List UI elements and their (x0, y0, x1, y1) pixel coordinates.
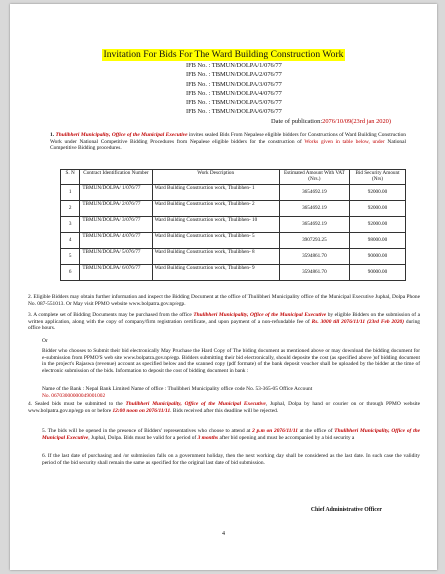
para4-text-a: 4. Sealed bids must be submitted to the (28, 401, 126, 407)
cell-sn: 3 (61, 217, 80, 233)
cell-contract-id: TBMUN/DOLPA/ 4/076/77 (80, 233, 152, 249)
cell-contract-id: TBMUN/DOLPA/ 6/076/77 (80, 265, 152, 281)
cell-sn: 6 (61, 265, 80, 281)
ifb-number: IFB No. : TBMUN/DOLPA/6/076/77 (186, 108, 282, 116)
table-row (61, 233, 406, 249)
table-row (61, 201, 406, 217)
para5-text-a: 5. The bids will be opened in the presence of Bidders' representatives who choose to attend at (42, 428, 253, 434)
cell-bid-security: 90000.00 (350, 249, 406, 265)
para4-deadline: 12:00 noon on 2076/11/11 (112, 407, 171, 414)
title-container (10, 44, 437, 62)
para5-text-c: , Juphal, Dolpa. Bids must be valid for a period of (88, 434, 198, 441)
cell-work-description: Ward Building Construction work, Thulibhen- 9 (152, 265, 279, 281)
cell-sn: 2 (61, 201, 80, 217)
cell-estimated-amount: 3594861.70 (279, 249, 349, 265)
para3-text-b: by eligible Bidders on the submission of a written application, along with the copy of company/firm registration certificate, and upon payment of a non-refundable fee of (28, 312, 420, 325)
para1-number: 1. (50, 132, 55, 138)
bids-table (60, 169, 406, 281)
para1-org: Thulibheri Municipality, Office of the Municipal Executive (55, 132, 188, 138)
table-row (61, 185, 406, 201)
bank-details (42, 386, 420, 399)
cell-work-description: Ward Building Construction work, Thulibhen- 1 (152, 185, 279, 201)
signature-title: Chief Administrative Officer (310, 507, 382, 513)
para3-text-c: during office hours. (28, 318, 420, 332)
cell-estimated-amount: 3654692.19 (279, 201, 349, 217)
cell-sn: 1 (61, 185, 80, 201)
para5-time: 2 p.m on 2076/11/11 (252, 428, 298, 434)
document-title: Invitation For Bids For The Ward Building Construction Work (103, 49, 344, 60)
paragraph-3 (28, 312, 420, 332)
header-bid-security: Bid Security Amount (Nrs) (350, 170, 406, 185)
bank-line-2: No. 06703000000049001002 (42, 392, 106, 399)
para1-text-b: National Competitive Bidding procedures. (50, 138, 406, 152)
para3-fee: Rs. 3000 till 2076/11/11 (23rd Feb 2020) (311, 318, 405, 325)
cell-bid-security: 90000.00 (350, 265, 406, 281)
cell-contract-id: TBMUN/DOLPA/ 5/076/77 (80, 249, 152, 265)
page-number: 4 (222, 531, 225, 537)
paragraph-3b: Bidder who chooses to Submit their bid electronically May Pruchase the Hard Copy of The biding document as mentioned above or may download the bidding document for e-submission from PPMO'S web site www.bolpatra.gov.np/egp. Bidders submitting their bid electronically, should deposite the cost (as specified above )of bidding document in the project's Rajaswa (revenue) account as specified below and the scanned copy (pdf formate) of the bank deposit voucher shall be uploaded by the bidder at the time of electronic submission of the bids. Information to deposit the cost of bidding document in bank : (42, 348, 420, 374)
cell-contract-id: TBMUN/DOLPA/ 1/076/77 (80, 185, 152, 201)
document-page (10, 4, 437, 570)
ifb-number-list (186, 61, 282, 117)
cell-estimated-amount: 3907293.25 (279, 233, 349, 249)
cell-estimated-amount: 3594861.70 (279, 265, 349, 281)
header-estimated-amount: Estimated Amount With VAT (Nrs.) (279, 170, 349, 185)
cell-sn: 5 (61, 249, 80, 265)
para4-org: Thulibheri Municipality, Office of the Municipal Executive (125, 401, 266, 407)
or-label: Or (42, 338, 48, 344)
para3-org: Thulibheri Municipality, Office of the Municipal Executive (193, 312, 327, 318)
para5-months: 3 months (197, 434, 219, 441)
cell-sn: 4 (61, 233, 80, 249)
publication-date-value: 2076/10/09(23rd jan 2020) (322, 118, 391, 125)
para3-text-a: 3. A complete set of Bidding Documents may be purchased from the office (28, 312, 194, 318)
paragraph-4 (28, 401, 420, 414)
cell-bid-security: 92000.00 (350, 201, 406, 217)
cell-bid-security: 92000.00 (350, 185, 406, 201)
para1-red-text: Works given in table below, under (304, 138, 385, 145)
table-row (61, 249, 406, 265)
para4-text-b: , Juphal, Dolpa by hand or courier on or through PPMO website www.bolpatra.gov.np/egp on or before (28, 401, 420, 414)
ifb-number: IFB No. : TBMUN/DOLPA/2/076/77 (186, 71, 282, 79)
paragraph-5 (42, 428, 420, 441)
cell-work-description: Ward Building Construction work, Thulibhen- 8 (152, 249, 279, 265)
para4-text-c: . Bids received after this deadline will be rejected. (170, 407, 279, 414)
ifb-number: IFB No. : TBMUN/DOLPA/3/076/77 (186, 80, 282, 88)
cell-estimated-amount: 3654692.19 (279, 217, 349, 233)
cell-bid-security: 98000.00 (350, 233, 406, 249)
table-header-row (61, 170, 406, 185)
cell-work-description: Ward Building Construction work, Thulibhen- 5 (152, 233, 279, 249)
cell-work-description: Ward Building Construction work, Thulibhen- 10 (152, 217, 279, 233)
table-row (61, 217, 406, 233)
cell-contract-id: TBMUN/DOLPA/ 2/076/77 (80, 201, 152, 217)
ifb-number: IFB No. : TBMUN/DOLPA/1/076/77 (186, 62, 282, 69)
cell-estimated-amount: 3654692.19 (279, 185, 349, 201)
header-work-description: Work Description (152, 170, 279, 185)
table-row (61, 265, 406, 281)
ifb-number: IFB No. : TBMUN/DOLPA/4/076/77 (186, 89, 282, 97)
paragraph-2: 2. Eligible Bidders may obtain further information and inspect the Bidding Document at the office of Thulibheri Municipality office of the Municipal Executive Juphal, Dolpa Phone No. 087-551013. Or May visit PPMO website www.bolpatra.gov.np/egp. (28, 294, 420, 307)
para5-org: Thulibheri Municipality, Office of the Municipal Executive (42, 428, 420, 441)
cell-bid-security: 92000.00 (350, 217, 406, 233)
para5-text-b: at the office of (298, 428, 335, 434)
paragraph-6: 6. If the last date of purchasing and /or submission falls on a government holiday, then the next working day shall be considered as the last date. In such case the validity period of the bid security shall remain the same as specified for the original last date of bid submission. (42, 453, 420, 466)
para1-text-a: invites sealed Bids From Nepalese eligible bidders for Constructions of Ward Building Construction Work under National Competitive Bidding Procedures from Nepalese eligible bidders for the construction of (50, 132, 406, 145)
header-sn: S. N (61, 170, 80, 185)
bank-line-1: Name of the Bank : Nepal Bank Limited Name of office : Thulibheri Municipality office code No. 53-365-05 Office Account (42, 386, 313, 392)
para5-text-d: after bid opening and must be accompanied by a bid security a (218, 434, 355, 441)
paragraph-1 (50, 132, 406, 152)
publication-date (271, 118, 391, 125)
publication-date-label: Date of publication: (271, 118, 323, 125)
ifb-number: IFB No. : TBMUN/DOLPA/5/076/77 (186, 99, 282, 107)
header-contract-id: Contract Identification Number (80, 170, 152, 185)
cell-work-description: Ward Building Construction work, Thulibhen- 2 (152, 201, 279, 217)
cell-contract-id: TBMUN/DOLPA/ 3/076/77 (80, 217, 152, 233)
